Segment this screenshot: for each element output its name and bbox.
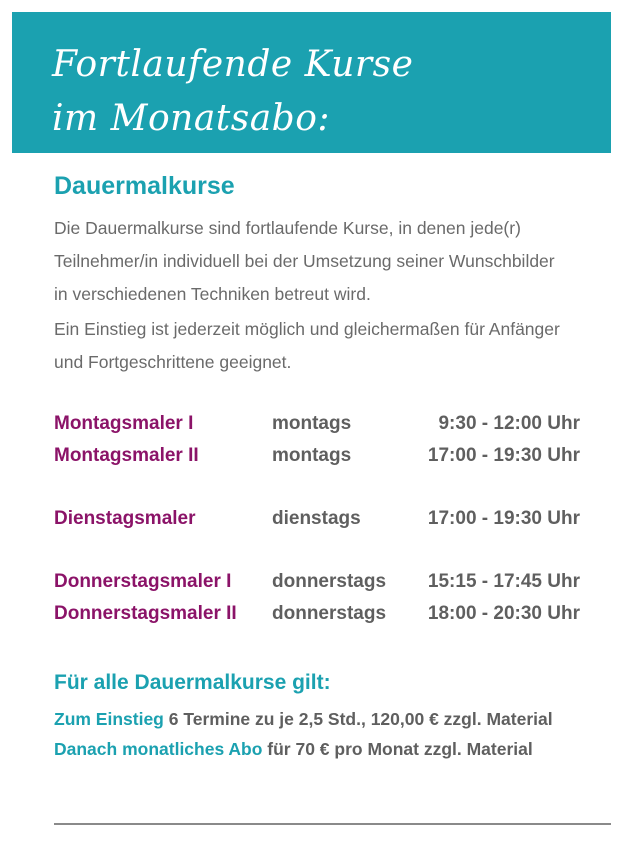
course-day: montags: [272, 413, 352, 434]
paragraph-line: Die Dauermalkurse sind fortlaufende Kurse, in denen jede(r): [54, 218, 521, 238]
course-day: dienstags: [272, 508, 361, 529]
paragraph-line: Teilnehmer/in individuell bei der Umsetzung seiner Wunschbilder: [54, 251, 555, 271]
description-paragraph-2: [54, 313, 560, 379]
terms-entry-line: [54, 709, 553, 730]
course-name: Montagsmaler I: [54, 413, 194, 434]
bottom-divider: [54, 823, 611, 825]
course-name: Donnerstagsmaler I: [54, 571, 232, 592]
terms-monthly-line: [54, 739, 533, 760]
course-time: 9:30 - 12:00 Uhr: [438, 413, 580, 434]
entry-text: 6 Termine zu je 2,5 Std., 120,00 € zzgl. Material: [163, 709, 553, 729]
course-day: donnerstags: [272, 571, 387, 592]
title-banner: [12, 12, 611, 153]
course-time: 18:00 - 20:30 Uhr: [427, 603, 580, 624]
monthly-text: für 70 € pro Monat zzgl. Material: [262, 739, 533, 759]
monthly-label: Danach monatliches Abo: [54, 739, 263, 759]
paragraph-line: in verschiedenen Techniken betreut wird.: [54, 284, 371, 304]
section-heading: Dauermalkurse: [54, 172, 235, 200]
course-name: Montagsmaler II: [54, 445, 199, 466]
course-time: 15:15 - 17:45 Uhr: [427, 571, 580, 592]
course-day: donnerstags: [272, 603, 387, 624]
course-time: 17:00 - 19:30 Uhr: [427, 445, 580, 466]
entry-label: Zum Einstieg: [54, 709, 164, 729]
course-day: montags: [272, 445, 352, 466]
paragraph-line: und Fortgeschrittene geeignet.: [54, 352, 292, 372]
banner-title-line-2: im Monatsabo:: [52, 98, 331, 139]
description-paragraph-1: [54, 212, 555, 311]
course-time: 17:00 - 19:30 Uhr: [427, 508, 580, 529]
course-name: Donnerstagsmaler II: [54, 603, 237, 624]
paragraph-line: Ein Einstieg ist jederzeit möglich und gleichermaßen für Anfänger: [54, 319, 560, 339]
course-name: Dienstagsmaler: [54, 508, 196, 529]
banner-title-line-1: Fortlaufende Kurse: [52, 44, 414, 85]
terms-heading: Für alle Dauermalkurse gilt:: [54, 671, 331, 694]
